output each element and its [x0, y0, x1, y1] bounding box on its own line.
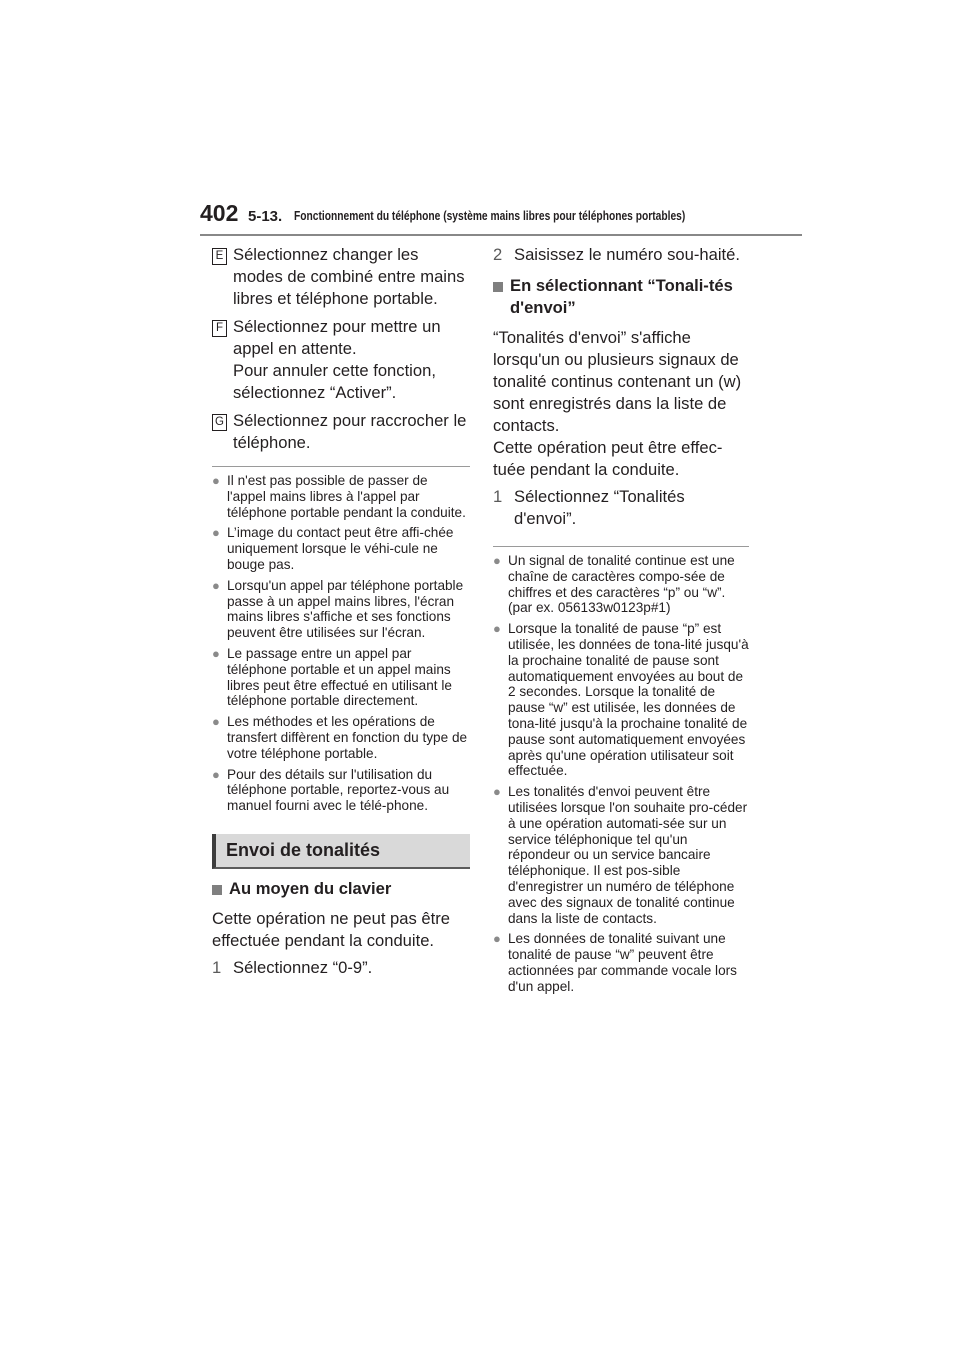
page-header	[200, 200, 802, 236]
step-1	[212, 957, 470, 979]
square-bullet-icon	[212, 885, 222, 895]
bullet-icon: ●	[212, 577, 220, 593]
letter-label-f: F	[212, 320, 227, 337]
left-column	[212, 244, 470, 985]
note-item: ● Lorsque la tonalité de pause “p” est utilisée, les données de tona-lité jusqu'à la prochaine tonalité de pause sont automatiquement envoyées au bout de 2 secondes. Lorsque la tonalité de pause “w” est utilisée, les données de tona-lité jusqu'à la prochaine tonalité de pause sont automatiquement envoyées après qu'une opération utilisateur soit effectuée.	[493, 621, 749, 779]
item-f-text-2: Pour annuler cette fonction, sélectionnez “Activer”.	[233, 361, 436, 402]
item-g	[212, 410, 470, 454]
paragraph: “Tonalités d'envoi” s'affiche lorsqu'un ou plusieurs signaux de tonalité continus contenant un (w) sont enregistrés dans la liste de contacts.	[493, 328, 742, 435]
bullet-icon: ●	[212, 645, 220, 661]
note-item: ● L’image du contact peut être affi-chée uniquement lorsque le véhi-cule ne bouge pas.	[212, 525, 454, 572]
note-item: ● Lorsqu'un appel par téléphone portable passe à un appel mains libres, l'écran mains libres s'affiche et ses fonctions peuvent être utilisées sur l'écran.	[212, 577, 464, 641]
letter-label-e: E	[212, 248, 227, 265]
section-heading: Envoi de tonalités	[212, 834, 470, 869]
letter-label-g: G	[212, 414, 227, 431]
note-item: ● Un signal de tonalité continue est une chaîne de caractères compo-sée de chiffres et des caractères “p” ou “w”. (par ex. 056133w0123p#1)	[493, 553, 735, 616]
bullet-icon: ●	[212, 525, 220, 541]
note-item: ● Les données de tonalité suivant une tonalité de pause “w” peuvent être actionnées par commande vocale lors d'un appel.	[493, 931, 737, 994]
page-number: 402	[200, 200, 239, 226]
item-f	[212, 316, 470, 404]
subheading-send-tones: En sélectionnant “Tonali-tés d'envoi”	[493, 275, 749, 319]
step-2	[493, 244, 749, 266]
step-number: 1	[493, 487, 503, 506]
notes-list	[212, 466, 470, 814]
bullet-icon: ●	[212, 473, 220, 488]
bullet-icon: ●	[212, 766, 220, 782]
item-g-text: Sélectionnez pour raccrocher le téléphone.	[233, 411, 467, 452]
bullet-icon: ●	[493, 553, 501, 568]
note-item: ● Le passage entre un appel par téléphone portable et un appel mains libres peut être effectué en utilisant le téléphone portable directement.	[212, 645, 452, 709]
step-number: 1	[212, 957, 222, 977]
subheading-keypad: Au moyen du clavier	[212, 878, 470, 900]
section-title: Fonctionnement du téléphone (système mains libres pour téléphones portables)	[294, 209, 686, 223]
item-e-text: Sélectionnez changer les modes de combiné entre mains libres et téléphone portable.	[233, 245, 465, 308]
bullet-icon: ●	[493, 784, 501, 800]
header-divider	[200, 234, 802, 236]
section-number: 5-13.	[248, 208, 283, 225]
note-item: ● Il n'est pas possible de passer de l'appel mains libres à l'appel par téléphone portable pendant la conduite.	[212, 473, 466, 520]
bullet-icon: ●	[493, 931, 501, 947]
right-column	[493, 244, 749, 1000]
step-text: Saisissez le numéro sou-haité.	[514, 245, 740, 264]
paragraph: Cette opération ne peut pas être effectuée pendant la conduite.	[212, 908, 451, 950]
paragraph: Cette opération peut être effec-tuée pendant la conduite.	[493, 438, 723, 479]
step-number: 2	[493, 245, 503, 264]
bullet-icon: ●	[212, 714, 220, 730]
note-item: ● Les tonalités d'envoi peuvent être utilisées lorsque l'on souhaite pro-céder à une opération automati-sée sur un service téléphonique tel qu'un répondeur ou un service bancaire téléphonique. Il est pos-sible d'enregistrer un numéro de téléphone avec des signaux de tonalité continue dans la liste de contacts.	[493, 784, 748, 926]
item-f-text: Sélectionnez pour mettre un appel en attente.	[233, 317, 441, 358]
step-text: Sélectionnez “Tonalités d'envoi”.	[514, 487, 685, 528]
notes-list	[493, 546, 749, 995]
step-1	[493, 486, 749, 530]
item-e	[212, 244, 470, 310]
note-item: ● Les méthodes et les opérations de transfert diffèrent en fonction du type de votre téléphone portable.	[212, 714, 468, 761]
note-item: ● Pour des détails sur l'utilisation du téléphone portable, reportez-vous au manuel fourni avec le télé-phone.	[212, 766, 450, 814]
step-text: Sélectionnez “0-9”.	[233, 957, 373, 977]
bullet-icon: ●	[493, 621, 501, 637]
square-bullet-icon	[493, 282, 503, 292]
